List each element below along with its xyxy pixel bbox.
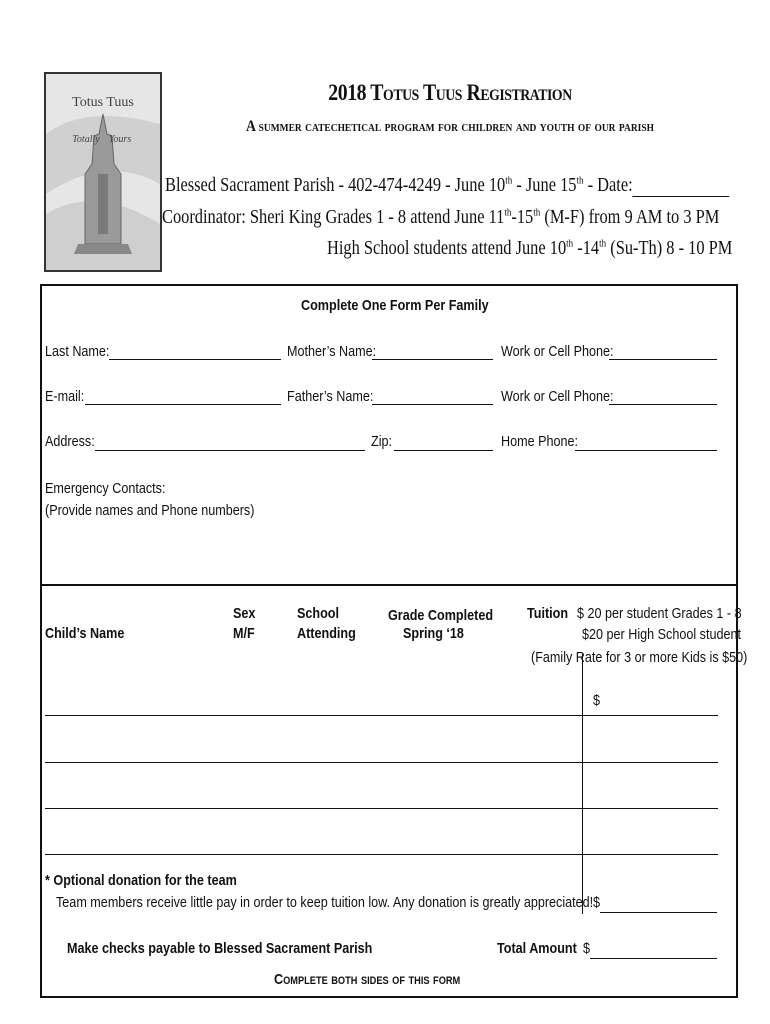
work-phone-2-label: Work or Cell Phone: (501, 388, 614, 405)
address-label: Address: (45, 433, 95, 450)
last-name-label: Last Name: (45, 343, 110, 360)
children-box (40, 584, 738, 998)
tuition-column-divider (582, 654, 583, 914)
payable-note: Make checks payable to Blessed Sacrament Parish (67, 940, 373, 957)
work-phone-2-field[interactable] (609, 404, 717, 405)
email-field[interactable] (85, 404, 281, 405)
donation-amount-field[interactable] (600, 912, 717, 913)
col-school-2: Attending (297, 625, 356, 642)
parish-logo (44, 72, 162, 272)
tuition-rate-2: $20 per High School student (582, 626, 742, 643)
tuition-rate-3: (Family Rate for 3 or more Kids is $50) (531, 649, 748, 666)
col-childs-name: Child’s Name (45, 625, 125, 642)
form-subtitle: A summer catechetical program for children and youth of our parish (246, 118, 654, 135)
col-grade-2: Spring ‘18 (403, 625, 464, 642)
work-phone-1-label: Work or Cell Phone: (501, 343, 614, 360)
donation-dollar: $ (593, 894, 601, 911)
header-line-2: Coordinator: Sheri King Grades 1 - 8 attend June 11th-15th (M-F) from 9 AM to 3 PM (162, 206, 720, 228)
svg-text:Totally: Totally (72, 134, 100, 145)
work-phone-1-field[interactable] (609, 359, 717, 360)
form-title: 2018 Totus Tuus Registration (328, 80, 572, 105)
header-line-1: Blessed Sacrament Parish - 402-474-4249 - June 10th - June 15th - Date: (165, 174, 729, 197)
family-heading: Complete One Form Per Family (301, 297, 489, 314)
fathers-name-field[interactable] (372, 404, 493, 405)
child-row-1[interactable] (45, 715, 718, 716)
complete-both-sides-note: Complete both sides of this form (274, 971, 461, 988)
emergency-label: Emergency Contacts: (45, 480, 166, 497)
logo-image (46, 74, 160, 270)
svg-text:Yours: Yours (108, 134, 132, 145)
mothers-name-field[interactable] (372, 359, 493, 360)
col-sex-1: Sex (233, 605, 256, 622)
fathers-name-label: Father’s Name: (287, 388, 374, 405)
tuition-rate-1: $ 20 per student Grades 1 - 8 (577, 605, 742, 622)
zip-field[interactable] (394, 450, 493, 451)
col-grade-1: Grade Completed (388, 607, 494, 624)
header-line-3: High School students attend June 10th -14th (Su-Th) 8 - 10 PM (327, 237, 733, 259)
col-sex-2: M/F (233, 625, 255, 642)
child-row-3[interactable] (45, 808, 718, 809)
donation-text: Team members receive little pay in order to keep tuition low. Any donation is greatly appreciated! (56, 894, 594, 911)
total-dollar: $ (583, 940, 591, 957)
date-field[interactable] (633, 180, 730, 197)
donation-title: * Optional donation for the team (45, 872, 237, 889)
home-phone-label: Home Phone: (501, 433, 579, 450)
total-amount-field[interactable] (590, 958, 717, 959)
col-school-1: School (297, 605, 340, 622)
zip-label: Zip: (371, 433, 393, 450)
home-phone-field[interactable] (575, 450, 717, 451)
email-label: E-mail: (45, 388, 85, 405)
child-row-2[interactable] (45, 762, 718, 763)
address-field[interactable] (95, 450, 365, 451)
row1-dollar: $ (593, 692, 601, 709)
col-tuition: Tuition (527, 605, 569, 622)
logo-text-main: Totus Tuus (72, 95, 134, 110)
total-label: Total Amount (497, 940, 577, 957)
mothers-name-label: Mother’s Name: (287, 343, 377, 360)
last-name-field[interactable] (109, 359, 281, 360)
emergency-note: (Provide names and Phone numbers) (45, 502, 255, 519)
child-row-4[interactable] (45, 854, 718, 855)
